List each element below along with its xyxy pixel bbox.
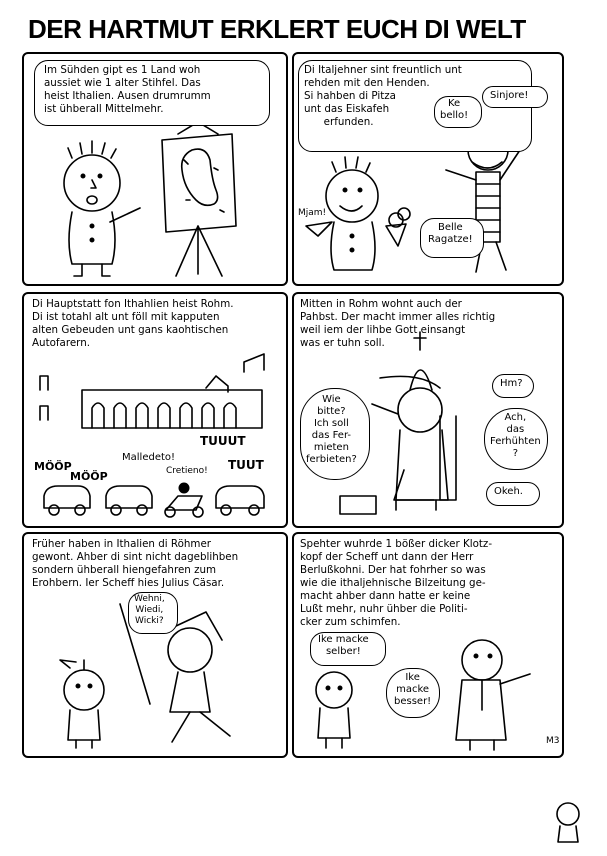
- cars-traffic: [44, 483, 264, 517]
- speech-text-p1: Im Sühden gipt es 1 Land woh aussiet wie 1 alter Stihfel. Das heist Ithalien. Ausen drumrumm ist ühberall Mittelmehr.: [44, 64, 211, 115]
- caption-p3: Di Hauptstatt fon Ithahlien heist Rohm. Di ist totahl alt unt föll mit kapputen alten Gebeuden unt gans kaohtischen Autofarern.: [32, 298, 234, 349]
- text-sinjore: Sinjore!: [490, 90, 529, 101]
- text-okeh: Okeh.: [494, 486, 523, 497]
- sfx-mooop-2: MÖÖP: [70, 470, 108, 483]
- caption-p6: Spehter wuhrde 1 bößer dicker Klotz- kopf der Scheff unt dann der Herr Berlußkohni. Der hat fohrher so was wie die ithaljehnische Bilzeitung ge- macht ahber dann hatte er keine Lußt mehr, nuhr ühber die Politi- cker zum schimfen.: [300, 538, 493, 628]
- sfx-mooop-1: MÖÖP: [34, 460, 72, 473]
- sfx-tuut: TUUT: [228, 458, 264, 472]
- speech-text-p2: Di Italjehner sint freuntlich unt rehden mit den Henden. Si hahben di Pitza unt das Eiskafeh erfunden.: [304, 64, 462, 128]
- page-title: DER HARTMUT ERKLERT EUCH DI WELT: [28, 14, 526, 44]
- sfx-cretieno: Cretieno!: [166, 466, 208, 476]
- hartmut-panel5: [60, 660, 104, 748]
- text-ike-besser: Ike macke besser!: [394, 672, 432, 707]
- text-ike-selber: Ike macke selber!: [318, 634, 369, 657]
- caption-p5: Früher haben in Ithalien di Röhmer gewont. Ahber di sint nicht dageblihben sondern ühberall hiengefahren zum Erohbern. Ier Scheff hies Julius Cäsar.: [32, 538, 239, 589]
- text-wie-bitte: Wie bitte? Ich soll das Fer- mieten ferbieten?: [306, 394, 357, 465]
- easel-with-italy-map: [162, 122, 236, 276]
- text-kebello: Ke bello!: [440, 98, 469, 121]
- sfx-malledeto: Malledeto!: [122, 452, 176, 463]
- text-hm: Hm?: [500, 378, 523, 389]
- text-mjam: Mjam!: [298, 208, 327, 218]
- caption-p4: Mitten in Rohm wohnt auch der Pahbst. Der macht immer alles richtig weil iem der lihbe Gott einsangt was er tuhn soll.: [300, 298, 496, 349]
- text-wehni: Wehni, Wiedi, Wicki?: [134, 594, 165, 626]
- text-ach: Ach, das Ferhühten ?: [490, 412, 541, 459]
- colosseum: [40, 354, 264, 428]
- hartmut-panel6: [316, 672, 352, 748]
- artist-signature: M3: [546, 736, 560, 746]
- berlusconi-character: [456, 640, 530, 750]
- corner-mini-figure: [557, 803, 579, 842]
- sfx-tuuut: TUUUT: [200, 434, 246, 448]
- text-belle: Belle Ragatze!: [428, 222, 473, 245]
- hartmut-character-panel1: [64, 141, 140, 276]
